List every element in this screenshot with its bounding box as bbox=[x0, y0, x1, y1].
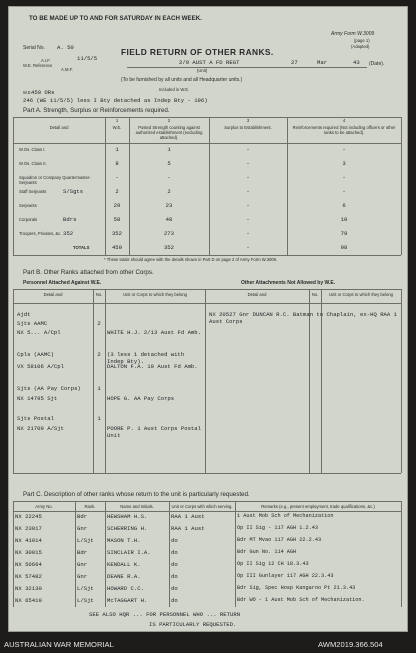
part-c-name: SCHERRING H. bbox=[107, 525, 148, 532]
amf-label: A.M.F. bbox=[61, 67, 73, 72]
part-a-reinf: 6 bbox=[342, 202, 346, 209]
part-b-detail: Cpls (AAMC) bbox=[17, 351, 54, 358]
footer-left: AUSTRALIAN WAR MEMORIAL bbox=[4, 640, 114, 649]
part-c-rank: Gnr bbox=[77, 525, 88, 532]
part-c-unit: RAA 1 Aust bbox=[171, 513, 205, 520]
part-c-name: McTAGGART H. bbox=[107, 597, 148, 604]
form-name: Army Form W.3009 bbox=[331, 31, 375, 37]
part-c-remarks: Op II Sig 12 CH 18.3.43 bbox=[237, 561, 309, 567]
furnished-note: (To be furnished by all units and all Headquarter units.) bbox=[121, 77, 243, 83]
part-c-unit: do bbox=[171, 573, 178, 580]
part-b-col-rule bbox=[401, 289, 402, 473]
part-c-unit: RAA 1 Aust bbox=[171, 525, 205, 532]
part-a-header: Posted Strength counting against authorized establishment (excluding attached). bbox=[135, 125, 203, 140]
part-a-we: 29 bbox=[113, 202, 121, 209]
part-a-surplus: - bbox=[246, 188, 250, 195]
part-a-col-number: 4 bbox=[342, 118, 346, 123]
part-b-unit: DALTON F.A. 10 Aust Fd Amb. bbox=[107, 363, 198, 370]
we-text: 450 ORs bbox=[31, 89, 55, 96]
archive-footer bbox=[0, 638, 416, 653]
unit-label: (Unit) bbox=[197, 68, 208, 73]
part-c-unit: do bbox=[171, 585, 178, 592]
part-b-detail: Sjts Postal bbox=[17, 415, 54, 422]
part-b-col-rule bbox=[13, 289, 14, 473]
part-b-detail: NX 21709 A/Sjt bbox=[17, 425, 64, 432]
part-c-army-no: NX 65419 bbox=[15, 597, 42, 604]
part-a-surplus: - bbox=[246, 202, 250, 209]
part-b-detail: NX 14795 Sjt bbox=[17, 395, 58, 402]
part-a-row-label: W.Os. Class I. bbox=[19, 147, 46, 152]
part-b-header: No. bbox=[95, 292, 103, 297]
part-c-remarks: Bdr WO - 1 Aust Mob Sch of Mechanization. bbox=[237, 597, 365, 603]
part-b-header: Unit or Corps to which they belong bbox=[122, 292, 187, 297]
part-c-col-rule bbox=[75, 501, 76, 607]
part-c-unit: do bbox=[171, 537, 178, 544]
document-sheet bbox=[8, 6, 408, 632]
part-a-surplus: - bbox=[246, 216, 250, 223]
form-adapted: (Adapted) bbox=[351, 44, 370, 49]
serial-label: Serial No. bbox=[23, 45, 45, 51]
part-c-header: Rank. bbox=[84, 504, 96, 509]
part-a-reinf: 10 bbox=[340, 216, 348, 223]
part-c-name: MASON T.H. bbox=[107, 537, 141, 544]
part-c-col-rule bbox=[105, 501, 106, 607]
part-a-header: Detail and bbox=[49, 125, 69, 130]
part-a-row-label: Corporals bbox=[19, 217, 38, 222]
date-day: 27 bbox=[291, 59, 298, 66]
part-b-detail: Ajdt bbox=[17, 311, 31, 318]
part-a-row-label: W.Os. Class II. bbox=[19, 161, 47, 166]
we-note: Included in W.E. bbox=[159, 87, 190, 92]
part-a-reinf: - bbox=[342, 146, 346, 153]
part-a-title: Part A. Strength, Surplus or Reinforcements required. bbox=[23, 107, 170, 114]
part-a-row-label: Squadron or Company Quartermaster-Serjeants bbox=[19, 175, 91, 185]
date-month: Mar bbox=[317, 59, 328, 66]
we-label: W.E. bbox=[23, 90, 32, 95]
part-a-we: 58 bbox=[113, 216, 121, 223]
part-b-unit: POORE P. 1 Aust Corps Postal Unit bbox=[107, 425, 201, 439]
part-b-title: Part B. Other Ranks attached from other Corps. bbox=[23, 269, 154, 276]
part-c-remarks: Op III Gunlayer 117 AGH 22.3.43 bbox=[237, 573, 334, 579]
part-c-remarks: Op II Sig - 117 AGH 1.2.43 bbox=[237, 525, 318, 531]
part-b-no: 2 bbox=[97, 320, 101, 327]
part-c-army-no: NX 50664 bbox=[15, 561, 42, 568]
part-c-army-no: NX 22245 bbox=[15, 513, 42, 520]
part-b-right-title: Other Attachments Not Allowed by W.E. bbox=[241, 280, 336, 286]
part-b-col-rule bbox=[105, 289, 106, 473]
part-c-rank: Gnr bbox=[77, 561, 88, 568]
part-a-col-rule bbox=[13, 117, 14, 255]
part-c-remarks: Bdr Gun No. 114 AGH bbox=[237, 549, 297, 555]
part-b-no: 1 bbox=[97, 385, 101, 392]
part-a-rule bbox=[13, 255, 401, 256]
part-c-note: SEE ALSO HQR ... FOR PERSONNEL WHO ... RETURN bbox=[89, 611, 241, 618]
part-b-header: No. bbox=[311, 292, 319, 297]
part-a-posted: - bbox=[167, 174, 171, 181]
part-c-rank: Bdr bbox=[77, 549, 88, 556]
we-ref-value: 11/5/5 bbox=[77, 55, 98, 62]
part-c-army-no: NX 57482 bbox=[15, 573, 42, 580]
part-a-posted: 273 bbox=[163, 230, 175, 237]
part-a-posted: 23 bbox=[165, 202, 173, 209]
part-b-unit: HOPE G. AA Pay Corps bbox=[107, 395, 175, 402]
part-b-unit: WHITE H.J. 2/13 Aust Fd Amb. bbox=[107, 329, 201, 336]
part-a-col-number: 1 bbox=[115, 118, 119, 123]
date-label: (Date). bbox=[369, 61, 385, 67]
aif-label: A.I.F. bbox=[41, 58, 51, 63]
part-c-army-no: NX 23017 bbox=[15, 525, 42, 532]
part-c-name: HOWARD C.C. bbox=[107, 585, 144, 592]
part-a-posted: 1 bbox=[167, 146, 171, 153]
part-c-name: HEWSHAM H.S. bbox=[107, 513, 148, 520]
part-c-unit: do bbox=[171, 549, 178, 556]
part-a-reinf: - bbox=[342, 174, 346, 181]
part-a-header: Reinforcements required (Not including officers or other ranks to be attached). bbox=[292, 125, 396, 135]
part-a-row-label: Serjeants bbox=[19, 203, 37, 208]
part-c-title: Part C. Description of other ranks whose return to the unit is particularly requested. bbox=[23, 491, 250, 498]
part-c-rule bbox=[13, 511, 401, 512]
we-sub: 246 (WE 11/5/5) less I Bty detached as Indep Bty - 196) bbox=[23, 97, 208, 104]
part-b-detail: Sjts AAMC bbox=[17, 320, 48, 327]
we-ref-label: W.E. Reference bbox=[23, 63, 53, 68]
part-b-left-title: Personnel Attached Against W.E. bbox=[23, 280, 102, 286]
serial-value: A. 50 bbox=[57, 44, 74, 51]
part-c-rank: L/Sjt bbox=[77, 597, 94, 604]
part-c-rule bbox=[13, 501, 401, 502]
form-page: (page 1) bbox=[354, 38, 370, 43]
part-c-header: Army No. bbox=[35, 504, 53, 509]
part-b-detail: Sjts (AA Pay Corps) bbox=[17, 385, 81, 392]
part-c-header: Unit or Corps with which serving. bbox=[171, 504, 233, 509]
part-a-we: 352 bbox=[111, 230, 123, 237]
part-a-row-label: Troopers, Privates, &c. bbox=[19, 231, 62, 236]
part-a-rule bbox=[13, 143, 401, 144]
part-b-detail: VX 58106 A/Cpl bbox=[17, 363, 64, 370]
part-b-col-rule bbox=[93, 289, 94, 473]
part-c-remarks: Bdr Sig, Spec Hosp Kangaroo Pt 21.3.43 bbox=[237, 585, 356, 591]
part-a-reinf: - bbox=[342, 188, 346, 195]
date-year: 43 bbox=[353, 59, 360, 66]
part-b-header: Unit or Corps to which they belong bbox=[328, 292, 393, 297]
part-c-name: DEANE R.A. bbox=[107, 573, 141, 580]
part-a-col-number: 3 bbox=[246, 118, 250, 123]
part-c-col-rule bbox=[235, 501, 236, 607]
part-c-army-no: NX 30015 bbox=[15, 549, 42, 556]
part-a-total-posted: 352 bbox=[163, 244, 175, 251]
part-c-rank: Gnr bbox=[77, 573, 88, 580]
part-a-total-reinf: 98 bbox=[340, 244, 348, 251]
part-c-col-rule bbox=[13, 501, 14, 607]
part-a-col-number: 2 bbox=[167, 118, 171, 123]
part-a-reinf: 79 bbox=[340, 230, 348, 237]
part-a-surplus: - bbox=[246, 146, 250, 153]
part-b-col-rule bbox=[205, 289, 206, 473]
part-c-unit: do bbox=[171, 597, 178, 604]
part-c-col-rule bbox=[401, 501, 402, 607]
part-a-note: * These totals should agree with the details shown in Part D on page 2 of Army Form W.3009. bbox=[104, 257, 278, 262]
part-a-we: 8 bbox=[115, 160, 119, 167]
part-a-total-surplus: - bbox=[246, 244, 250, 251]
part-a-posted: 2 bbox=[167, 188, 171, 195]
footer-right: AWM2019.366.504 bbox=[318, 640, 383, 649]
part-b-rule bbox=[13, 473, 401, 474]
part-a-surplus: - bbox=[246, 230, 250, 237]
part-c-requested: IS PARTICULARLY REQUESTED. bbox=[149, 621, 237, 628]
part-a-we: 1 bbox=[115, 146, 119, 153]
part-b-no: 1 bbox=[97, 415, 101, 422]
part-c-name: KENDALL K. bbox=[107, 561, 141, 568]
part-c-rank: L/Sjt bbox=[77, 537, 94, 544]
part-a-surplus: - bbox=[246, 160, 250, 167]
part-a-surplus: - bbox=[246, 174, 250, 181]
part-b-unit: (3 less 1 detached with Indep Bty). bbox=[107, 351, 185, 365]
part-a-posted: 48 bbox=[165, 216, 173, 223]
part-b-rule bbox=[13, 303, 401, 304]
part-a-total-we: 450 bbox=[111, 244, 123, 251]
part-b-no: 2 bbox=[97, 351, 101, 358]
part-c-army-no: NX 41014 bbox=[15, 537, 42, 544]
part-a-posted: 5 bbox=[167, 160, 171, 167]
part-c-remarks: 1 Aust Mob Sch of Mechanization bbox=[237, 513, 334, 519]
part-a-row-hand: Bdrs bbox=[63, 216, 77, 223]
part-b-detail: NX 5... A/Cpl bbox=[17, 329, 61, 336]
part-c-header: Remarks (e.g., present employment, trade qualifications, &c.) bbox=[261, 504, 375, 509]
part-a-total-label: TOTALS bbox=[73, 245, 90, 250]
part-c-rank: Bdr bbox=[77, 513, 88, 520]
part-a-header: Surplus to Establishment. bbox=[224, 125, 272, 130]
part-c-name: SINCLAIR I.A. bbox=[107, 549, 151, 556]
part-b-rule bbox=[13, 289, 401, 290]
part-a-row-hand: S/Sgts bbox=[63, 188, 84, 195]
part-a-header: W.E. bbox=[112, 125, 122, 130]
part-c-col-rule bbox=[169, 501, 170, 607]
top-banner: TO BE MADE UP TO AND FOR SATURDAY IN EACH WEEK. bbox=[29, 15, 202, 22]
part-c-unit: do bbox=[171, 561, 178, 568]
part-c-remarks: Bdr MT Mvao 117 AGH 22.2.43 bbox=[237, 537, 322, 543]
part-a-we: 2 bbox=[115, 188, 119, 195]
part-c-army-no: NX 32130 bbox=[15, 585, 42, 592]
part-b-right-entry: NX 20527 Gnr DUNCAN R.C. Batman to Chaplain, ex-HQ RAA 1 Aust Corps bbox=[209, 311, 397, 325]
part-b-header: Detail and bbox=[247, 292, 267, 297]
part-a-row-hand: 352 bbox=[63, 230, 74, 237]
part-c-header: Name and Initials. bbox=[120, 504, 154, 509]
form-title: FIELD RETURN OF OTHER RANKS. bbox=[121, 47, 274, 57]
part-a-we: - bbox=[115, 174, 119, 181]
part-a-col-rule bbox=[401, 117, 402, 255]
part-a-row-label: Staff Serjeants bbox=[19, 189, 47, 194]
part-b-header: Detail and bbox=[43, 292, 63, 297]
unit-name: 2/9 AUST A FD REGT bbox=[179, 59, 240, 66]
part-a-reinf: 3 bbox=[342, 160, 346, 167]
part-c-rank: L/Sjt bbox=[77, 585, 94, 592]
